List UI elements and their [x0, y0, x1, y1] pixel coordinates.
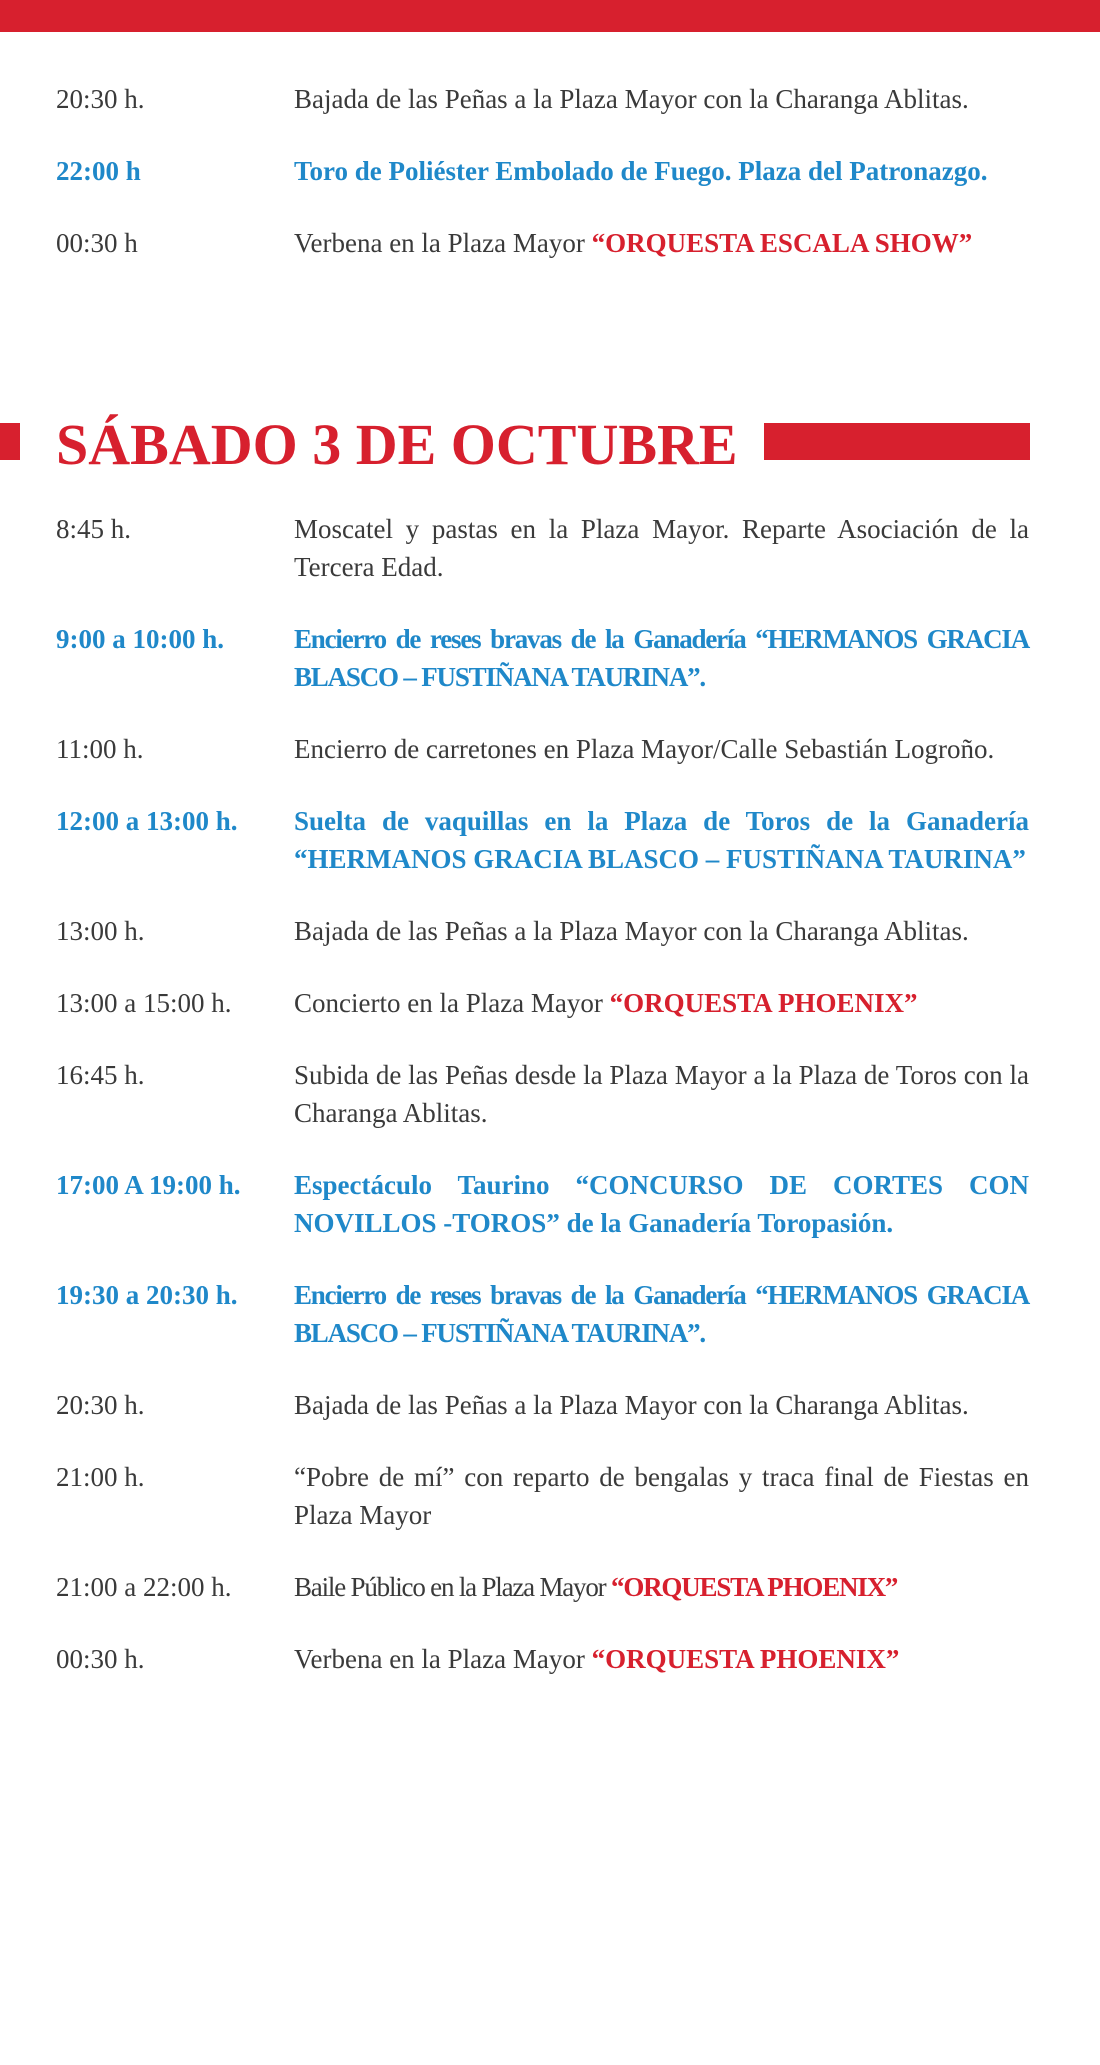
event-time: 21:00 a 22:00 h.: [56, 1572, 232, 1602]
schedule-row: [0, 912, 1100, 950]
schedule-row: [0, 1056, 1100, 1132]
event-description: Bajada de las Peñas a la Plaza Mayor con la Charanga Ablitas.: [294, 916, 969, 946]
schedule-row-featured: [0, 802, 1100, 878]
event-time: 13:00 h.: [56, 916, 145, 946]
event-description: Baile Público en la Plaza Mayor “ORQUESTA PHOENIX”: [294, 1572, 898, 1602]
schedule-row: [0, 1568, 1100, 1606]
event-time: 00:30 h.: [56, 1644, 145, 1674]
event-description: Verbena en la Plaza Mayor “ORQUESTA PHOENIX”: [294, 1644, 900, 1674]
event-description: Bajada de las Peñas a la Plaza Mayor con la Charanga Ablitas.: [294, 84, 969, 114]
event-time: 9:00 a 10:00 h.: [56, 624, 224, 654]
event-description: Encierro de reses bravas de la Ganadería “HERMANOS GRACIA BLASCO – FUSTIÑANA TAURINA”.: [294, 624, 1029, 692]
schedule-row: [0, 224, 1100, 262]
event-time: 11:00 h.: [56, 734, 144, 764]
event-description: “Pobre de mí” con reparto de bengalas y traca final de Fiestas en Plaza Mayor: [294, 1462, 1029, 1530]
schedule-row: [0, 80, 1100, 118]
orchestra-name: “ORQUESTA PHOENIX”: [609, 988, 918, 1018]
event-description: Espectáculo Taurino “CONCURSO DE CORTES CON NOVILLOS -TOROS” de la Ganadería Toropasión.: [294, 1170, 1029, 1238]
event-description: Suelta de vaquillas en la Plaza de Toros de la Ganadería “HERMANOS GRACIA BLASCO – FUSTIÑANA TAURINA”: [294, 806, 1029, 874]
event-description: Subida de las Peñas desde la Plaza Mayor a la Plaza de Toros con la Charanga Ablitas.: [294, 1060, 1029, 1128]
event-description: Encierro de reses bravas de la Ganadería “HERMANOS GRACIA BLASCO – FUSTIÑANA TAURINA”.: [294, 1280, 1029, 1348]
schedule-row: [0, 1458, 1100, 1534]
orchestra-name: “ORQUESTA ESCALA SHOW”: [591, 228, 973, 258]
schedule-row: [0, 1640, 1100, 1678]
event-description: Bajada de las Peñas a la Plaza Mayor con la Charanga Ablitas.: [294, 1390, 969, 1420]
schedule-row-featured: [0, 620, 1100, 696]
schedule-row-featured: [0, 152, 1100, 190]
orchestra-name: “ORQUESTA PHOENIX”: [591, 1644, 900, 1674]
heading-left-bar: [0, 423, 20, 460]
evening-schedule: [0, 80, 1100, 296]
event-description: Moscatel y pastas en la Plaza Mayor. Reparte Asociación de la Tercera Edad.: [294, 514, 1029, 582]
schedule-row: [0, 510, 1100, 586]
schedule-row-featured: [0, 1166, 1100, 1242]
heading-right-bar: [764, 423, 1030, 460]
event-time: 00:30 h: [56, 228, 138, 258]
event-time: 16:45 h.: [56, 1060, 145, 1090]
orchestra-name: “ORQUESTA PHOENIX”: [611, 1572, 898, 1602]
event-time: 21:00 h.: [56, 1462, 145, 1492]
event-time: 13:00 a 15:00 h.: [56, 988, 232, 1018]
schedule-row: [0, 730, 1100, 768]
event-description: Encierro de carretones en Plaza Mayor/Calle Sebastián Logroño.: [294, 734, 995, 764]
schedule-row: [0, 984, 1100, 1022]
top-red-bar: [0, 0, 1100, 32]
day-title: SÁBADO 3 DE OCTUBRE: [56, 412, 738, 477]
day-heading: [0, 410, 1100, 480]
event-description: Toro de Poliéster Embolado de Fuego. Plaza del Patronazgo.: [294, 156, 988, 186]
event-time: 12:00 a 13:00 h.: [56, 806, 238, 836]
event-description: Concierto en la Plaza Mayor “ORQUESTA PHOENIX”: [294, 988, 918, 1018]
event-description: Verbena en la Plaza Mayor “ORQUESTA ESCALA SHOW”: [294, 228, 973, 258]
event-time: 19:30 a 20:30 h.: [56, 1280, 238, 1310]
event-time: 8:45 h.: [56, 514, 132, 544]
day-schedule: [0, 510, 1100, 1712]
event-time: 17:00 A 19:00 h.: [56, 1170, 241, 1200]
event-time: 20:30 h.: [56, 1390, 145, 1420]
event-time: 20:30 h.: [56, 84, 145, 114]
schedule-row: [0, 1386, 1100, 1424]
event-time: 22:00 h: [56, 156, 141, 186]
schedule-row-featured: [0, 1276, 1100, 1352]
